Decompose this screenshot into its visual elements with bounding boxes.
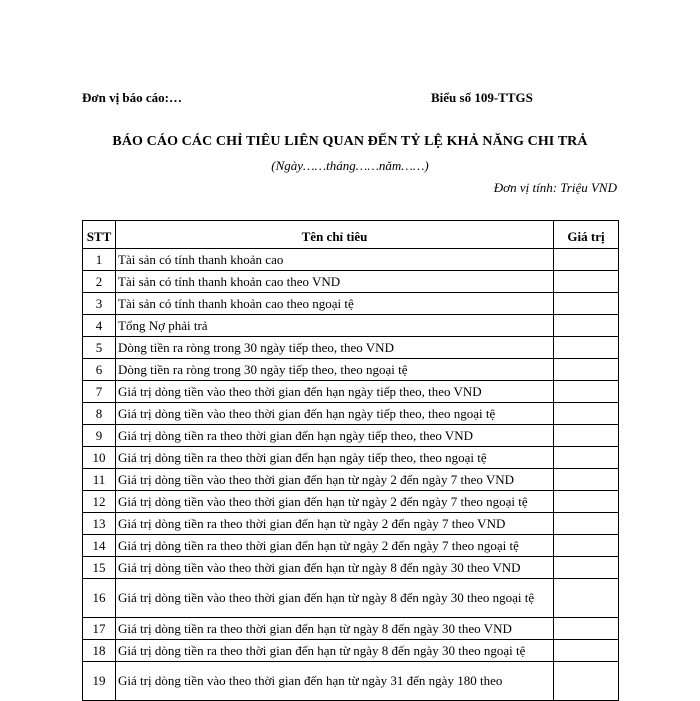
row-indicator-name: Giá trị dòng tiền ra theo thời gian đến hạn từ ngày 2 đến ngày 7 theo VND <box>116 513 554 535</box>
row-indicator-name: Dòng tiền ra ròng trong 30 ngày tiếp theo, theo VND <box>116 337 554 359</box>
table-row <box>83 271 619 293</box>
row-value <box>554 359 619 381</box>
row-value <box>554 491 619 513</box>
row-stt: 14 <box>83 535 116 557</box>
indicators-table <box>82 220 619 701</box>
currency-unit-label: Đơn vị tính: Triệu VND <box>493 180 617 195</box>
row-value <box>554 249 619 271</box>
row-indicator-name: Giá trị dòng tiền ra theo thời gian đến hạn từ ngày 2 đến ngày 7 theo ngoại tệ <box>116 535 554 557</box>
row-indicator-name: Giá trị dòng tiền ra theo thời gian đến hạn từ ngày 8 đến ngày 30 theo ngoại tệ <box>116 640 554 662</box>
row-value <box>554 425 619 447</box>
row-value <box>554 513 619 535</box>
table-row <box>83 640 619 662</box>
row-stt: 9 <box>83 425 116 447</box>
row-stt: 12 <box>83 491 116 513</box>
header-value: Giá trị <box>554 221 619 249</box>
table-row <box>83 403 619 425</box>
table-header-row <box>83 221 619 249</box>
row-indicator-name: Giá trị dòng tiền vào theo thời gian đến hạn từ ngày 8 đến ngày 30 theo VND <box>116 557 554 579</box>
row-indicator-name: Tài sản có tính thanh khoản cao <box>116 249 554 271</box>
row-stt: 19 <box>83 662 116 701</box>
table-row <box>83 513 619 535</box>
table-row <box>83 662 619 701</box>
row-value <box>554 640 619 662</box>
table-row <box>83 381 619 403</box>
row-stt: 10 <box>83 447 116 469</box>
report-title: BÁO CÁO CÁC CHỈ TIÊU LIÊN QUAN ĐẾN TỶ LỆ KHẢ NĂNG CHI TRẢ <box>112 134 588 149</box>
row-stt: 1 <box>83 249 116 271</box>
table-row <box>83 425 619 447</box>
row-stt: 16 <box>83 579 116 618</box>
row-stt: 8 <box>83 403 116 425</box>
table-row <box>83 535 619 557</box>
table-row <box>83 618 619 640</box>
row-value <box>554 381 619 403</box>
table-row <box>83 293 619 315</box>
row-indicator-name: Tài sản có tính thanh khoản cao theo VND <box>116 271 554 293</box>
row-stt: 4 <box>83 315 116 337</box>
row-indicator-name: Dòng tiền ra ròng trong 30 ngày tiếp theo, theo ngoại tệ <box>116 359 554 381</box>
table-row <box>83 337 619 359</box>
row-indicator-name: Giá trị dòng tiền vào theo thời gian đến hạn từ ngày 2 đến ngày 7 theo ngoại tệ <box>116 491 554 513</box>
row-value <box>554 557 619 579</box>
header-indicator-name: Tên chỉ tiêu <box>116 221 554 249</box>
row-indicator-name: Giá trị dòng tiền ra theo thời gian đến hạn ngày tiếp theo, theo VND <box>116 425 554 447</box>
table-row <box>83 249 619 271</box>
row-indicator-name: Giá trị dòng tiền ra theo thời gian đến hạn ngày tiếp theo, theo ngoại tệ <box>116 447 554 469</box>
header-stt: STT <box>83 221 116 249</box>
row-value <box>554 662 619 701</box>
row-indicator-name: Giá trị dòng tiền vào theo thời gian đến hạn từ ngày 8 đến ngày 30 theo ngoại tệ <box>116 579 554 618</box>
table-row <box>83 491 619 513</box>
table-row <box>83 557 619 579</box>
row-stt: 6 <box>83 359 116 381</box>
table-row <box>83 579 619 618</box>
row-stt: 13 <box>83 513 116 535</box>
row-stt: 15 <box>83 557 116 579</box>
row-indicator-name: Giá trị dòng tiền vào theo thời gian đến hạn ngày tiếp theo, theo ngoại tệ <box>116 403 554 425</box>
report-date-line: (Ngày……tháng……năm……) <box>271 158 429 173</box>
form-number-label: Biểu số 109-TTGS <box>431 90 533 105</box>
row-value <box>554 293 619 315</box>
row-indicator-name: Giá trị dòng tiền ra theo thời gian đến hạn từ ngày 8 đến ngày 30 theo VND <box>116 618 554 640</box>
row-value <box>554 447 619 469</box>
row-value <box>554 618 619 640</box>
row-value <box>554 315 619 337</box>
row-stt: 11 <box>83 469 116 491</box>
row-stt: 3 <box>83 293 116 315</box>
row-value <box>554 337 619 359</box>
row-indicator-name: Giá trị dòng tiền vào theo thời gian đến hạn từ ngày 2 đến ngày 7 theo VND <box>116 469 554 491</box>
row-value <box>554 535 619 557</box>
row-stt: 2 <box>83 271 116 293</box>
reporting-unit-label: Đơn vị báo cáo:… <box>82 90 183 105</box>
row-value <box>554 579 619 618</box>
row-indicator-name: Giá trị dòng tiền vào theo thời gian đến hạn từ ngày 31 đến ngày 180 theo <box>116 662 554 701</box>
row-value <box>554 469 619 491</box>
row-value <box>554 271 619 293</box>
table-row <box>83 359 619 381</box>
row-indicator-name: Giá trị dòng tiền vào theo thời gian đến hạn ngày tiếp theo, theo VND <box>116 381 554 403</box>
row-indicator-name: Tổng Nợ phải trả <box>116 315 554 337</box>
table-row <box>83 469 619 491</box>
row-stt: 17 <box>83 618 116 640</box>
row-stt: 7 <box>83 381 116 403</box>
row-stt: 18 <box>83 640 116 662</box>
row-value <box>554 403 619 425</box>
table-row <box>83 447 619 469</box>
row-indicator-name: Tài sản có tính thanh khoản cao theo ngoại tệ <box>116 293 554 315</box>
row-stt: 5 <box>83 337 116 359</box>
table-row <box>83 315 619 337</box>
